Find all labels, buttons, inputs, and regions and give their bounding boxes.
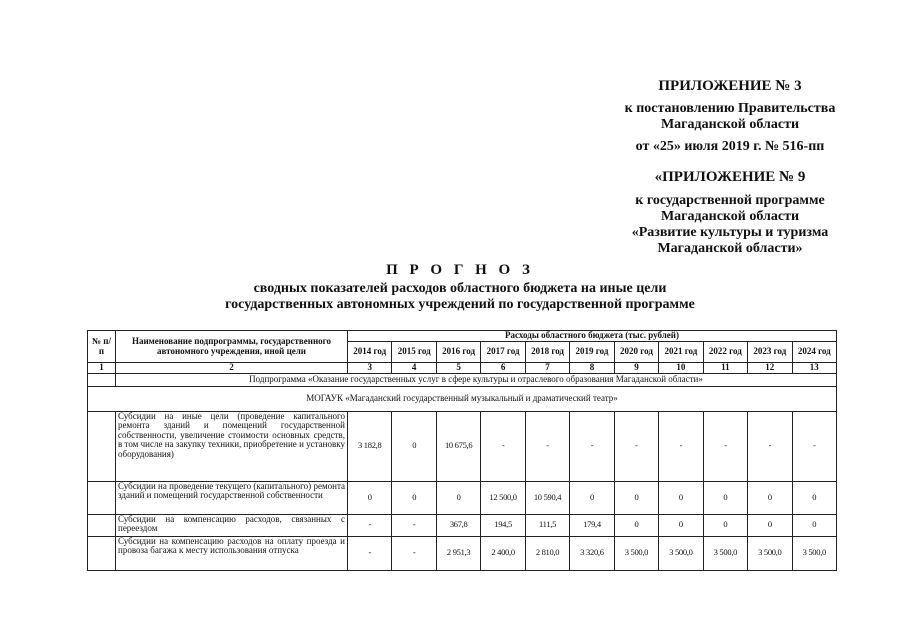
expense-purpose: Субсидии на компенсацию расходов, связанных с переездом [116,514,348,536]
value-cell: 0 [614,481,658,514]
value-cell: 10 590,4 [525,481,569,514]
program-line: «Развитие культуры и туризма [631,225,829,240]
value-cell: 12 500,0 [481,481,525,514]
year-header: 2014 год [348,342,392,363]
resolution-line: к постановлению Правительства [624,101,836,116]
program-line: Магаданской области» [657,241,803,256]
year-header: 2020 год [614,342,658,363]
value-cell: - [525,411,569,481]
value-cell: 111,5 [525,514,569,536]
year-header: 2015 год [392,342,436,363]
expense-purpose: Субсидии на компенсацию расходов на оплату проезда и провоза багажа к месту использования отпуска [116,536,348,570]
value-cell: - [614,411,658,481]
row-number [88,536,116,570]
value-cell: - [703,411,747,481]
appendix-9-heading: «ПРИЛОЖЕНИЕ № 9 [654,169,806,185]
header-number: № п/п [88,331,116,363]
year-header: 2018 год [525,342,569,363]
organization-row [88,386,837,411]
value-cell: 2 810,0 [525,536,569,570]
value-cell: 0 [392,481,436,514]
column-number: 4 [392,363,436,374]
value-cell: 0 [748,514,792,536]
value-cell: 0 [614,514,658,536]
header-expenses: Расходы областного бюджета (тыс. рублей) [348,331,837,342]
value-cell: 3 500,0 [659,536,703,570]
value-cell: 3 500,0 [748,536,792,570]
value-cell: 179,4 [570,514,614,536]
value-cell: 0 [703,481,747,514]
column-number: 1 [88,363,116,374]
appendix-3-heading: ПРИЛОЖЕНИЕ № 3 [658,78,802,94]
subprogram-row [88,373,837,386]
value-cell: - [392,514,436,536]
expense-purpose: Субсидии на иные цели (проведение капитального ремонта зданий и помещений государственной собственности, увеличение стоимости основных средств, в том числе на закупку техники, приобретение и установку оборудования) [116,411,348,481]
value-cell: 0 [792,514,836,536]
column-number: 5 [436,363,480,374]
column-number: 2 [116,363,348,374]
column-number: 12 [748,363,792,374]
year-header: 2016 год [436,342,480,363]
subprogram-title: Подпрограмма «Оказание государственных услуг в сфере культуры и отраслевого образования Магаданской области» [116,373,837,386]
row-number [88,514,116,536]
column-number: 10 [659,363,703,374]
value-cell: 3 182,8 [348,411,392,481]
value-cell: 0 [792,481,836,514]
value-cell: - [348,514,392,536]
value-cell: - [748,411,792,481]
value-cell: - [481,411,525,481]
value-cell: 0 [748,481,792,514]
column-number: 9 [614,363,658,374]
value-cell: 10 675,6 [436,411,480,481]
value-cell: 0 [392,411,436,481]
column-number: 6 [481,363,525,374]
header-name: Наименование подпрограммы, государственного автономного учреждения, иной цели [116,331,348,363]
column-number: 8 [570,363,614,374]
value-cell: 367,8 [436,514,480,536]
value-cell: 0 [659,514,703,536]
year-header: 2023 год [748,342,792,363]
year-header: 2017 год [481,342,525,363]
value-cell: - [792,411,836,481]
value-cell: 0 [436,481,480,514]
table-row [88,536,837,570]
value-cell: 2 400,0 [481,536,525,570]
value-cell: 3 500,0 [792,536,836,570]
value-cell: - [659,411,703,481]
value-cell: 194,5 [481,514,525,536]
resolution-reference [600,101,860,257]
table-row [88,514,837,536]
row-number [88,411,116,481]
column-number: 7 [525,363,569,374]
program-line: к государственной программе [635,193,825,208]
row-number [88,481,116,514]
resolution-line: от «25» июля 2019 г. № 516-пп [635,139,825,154]
value-cell: 2 951,3 [436,536,480,570]
table-row [88,411,837,481]
value-cell: 0 [659,481,703,514]
expenses-table [87,330,837,571]
column-number: 11 [703,363,747,374]
value-cell: 0 [703,514,747,536]
column-number: 3 [348,363,392,374]
value-cell: 0 [570,481,614,514]
year-header: 2021 год [659,342,703,363]
expense-purpose: Субсидии на проведение текущего (капитального) ремонта зданий и помещений государственной собственности [116,481,348,514]
organization-title: МОГАУК «Магаданский государственный музыкальный и драматический театр» [88,386,837,411]
value-cell: 3 500,0 [614,536,658,570]
value-cell: - [570,411,614,481]
value-cell: 3 320,6 [570,536,614,570]
document-subtitle-line2: государственных автономных учреждений по государственной программе [225,297,695,312]
column-number: 13 [792,363,836,374]
subprogram-number [88,373,116,386]
value-cell: 0 [348,481,392,514]
year-header: 2022 год [703,342,747,363]
document-subtitle-line1: сводных показателей расходов областного бюджета на иные цели [253,281,667,296]
value-cell: 3 500,0 [703,536,747,570]
year-header: 2019 год [570,342,614,363]
value-cell: - [348,536,392,570]
table-row [88,481,837,514]
program-line: Магаданской области [660,209,800,224]
value-cell: - [392,536,436,570]
document-title: П Р О Г Н О З [386,262,534,278]
year-header: 2024 год [792,342,836,363]
column-number-row [88,363,837,374]
resolution-line: Магаданской области [660,117,800,132]
